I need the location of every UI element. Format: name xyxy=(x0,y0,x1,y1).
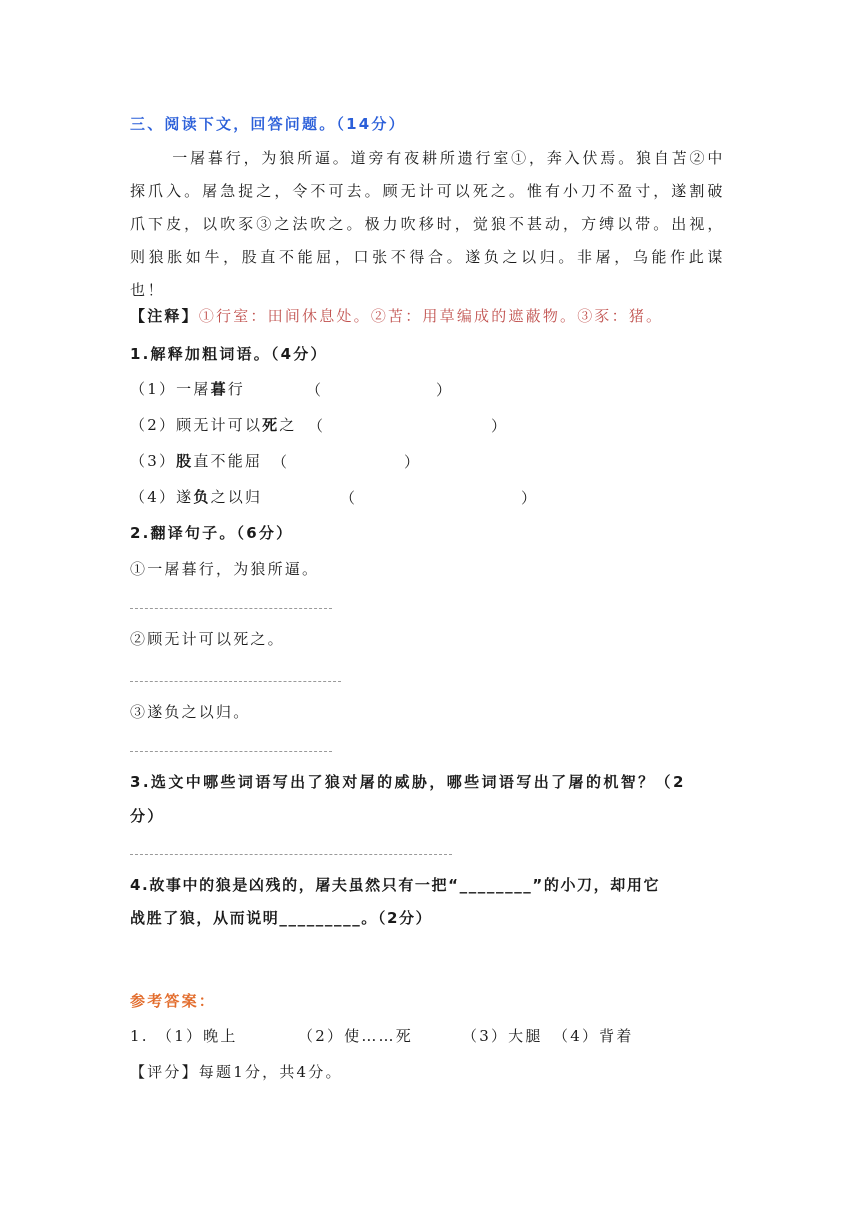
q3-line-2: 分） xyxy=(130,807,165,825)
answer-paren-close: ） xyxy=(491,417,507,435)
answer-line xyxy=(130,681,341,682)
answer-1-item: （3）大腿 xyxy=(462,1027,543,1045)
q2-sentence-2: ②顾无计可以死之。 xyxy=(130,630,285,648)
q1-item-1 xyxy=(130,379,245,399)
q2-sentence-1: ①一屠暮行，为狼所逼。 xyxy=(130,560,320,578)
answers-title: 参考答案： xyxy=(130,992,217,1010)
q1-item-4 xyxy=(130,487,262,507)
answer-paren-open: （ xyxy=(272,453,288,471)
q1-bold-word: 负 xyxy=(193,488,211,506)
q1-item-post: 直不能屈 xyxy=(193,452,263,470)
q3-line-1: 3.选文中哪些词语写出了狼对屠的威胁，哪些词语写出了屠的机智？（2 xyxy=(130,773,686,791)
q1-item-3 xyxy=(130,451,262,471)
q1-item-pre: 一屠 xyxy=(176,380,211,398)
q2-sentence-3: ③遂负之以归。 xyxy=(130,703,251,721)
answer-1-item: （4）背着 xyxy=(553,1027,634,1045)
answer-line xyxy=(130,608,332,609)
answer-paren-close: ） xyxy=(521,489,537,507)
answer-paren-open: （ xyxy=(306,381,322,399)
answer-1-item: （1）晚上 xyxy=(157,1027,238,1045)
q2-title: 2.翻译句子。（6分） xyxy=(130,524,294,542)
q4-line-1: 4.故事中的狼是凶残的，屠夫虽然只有一把“________”的小刀，却用它 xyxy=(130,876,661,894)
q1-item-2 xyxy=(130,415,297,435)
answer-paren-open: （ xyxy=(340,489,356,507)
note-text: ①行室：田间休息处。②苫：用草编成的遮蔽物。③豕：猪。 xyxy=(198,307,664,325)
answer-line xyxy=(130,751,332,752)
q1-item-post: 行 xyxy=(227,380,245,398)
q1-item-pre: 遂 xyxy=(176,488,194,506)
answer-1-label: 1. xyxy=(130,1027,149,1045)
q1-item-num: （4） xyxy=(130,488,177,506)
answer-paren-close: ） xyxy=(404,453,420,471)
section-title: 三、阅读下文，回答问题。（14分） xyxy=(130,115,406,133)
answer-paren-close: ） xyxy=(436,381,452,399)
passage-text: 一屠暮行，为狼所逼。道旁有夜耕所遗行室①，奔入伏焉。狼自苫②中探爪入。屠急捉之，令不可去。顾无计可以死之。惟有小刀不盈寸，遂割破爪下皮，以吹豕③之法吹之。极力吹移时，觉狼不甚动，方缚以带。出视，则狼胀如牛，股直不能屈，口张不得合。遂负之以归。非屠，乌能作此谋也！ xyxy=(130,149,725,299)
q1-title: 1.解释加粗词语。（4分） xyxy=(130,345,328,363)
q1-item-num: （1） xyxy=(130,380,177,398)
q1-item-post: 之以归 xyxy=(210,488,263,506)
q1-item-num: （2） xyxy=(130,416,177,434)
passage xyxy=(130,142,725,307)
q1-item-pre: 顾无计可以 xyxy=(176,416,263,434)
scoring-note: 【评分】每题1分，共4分。 xyxy=(130,1063,343,1081)
answer-1-item: （2）使……死 xyxy=(298,1027,413,1045)
q1-bold-word: 死 xyxy=(262,416,280,434)
q1-bold-word: 股 xyxy=(176,452,194,470)
q1-bold-word: 暮 xyxy=(210,380,228,398)
answer-line xyxy=(130,854,452,855)
q4-line-2: 战胜了狼，从而说明_________。（2分） xyxy=(130,909,433,927)
note-label: 【注释】 xyxy=(130,307,199,325)
q1-item-num: （3） xyxy=(130,452,177,470)
q1-item-post: 之 xyxy=(279,416,297,434)
answer-paren-open: （ xyxy=(308,417,324,435)
note xyxy=(130,306,663,326)
